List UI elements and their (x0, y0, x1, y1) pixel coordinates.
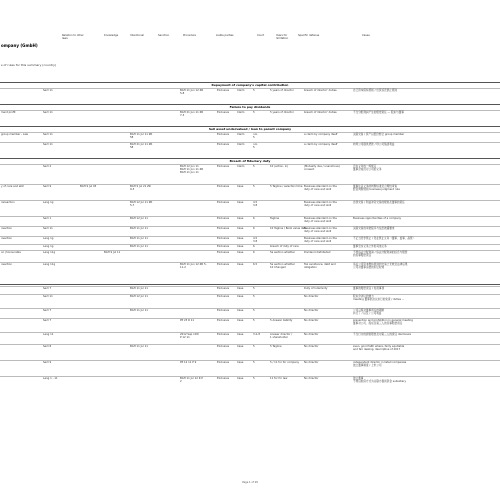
table-cell: Exclusive (217, 245, 230, 248)
table-cell: Sect 11 (43, 133, 53, 136)
table-cell: 6 (253, 245, 255, 248)
row-divider (0, 318, 500, 319)
table-cell: BGH 21 Jun 11 ZR 7-3 (180, 111, 204, 117)
row-divider (0, 216, 500, 217)
table-cell: 董事的赔偿责任 / 免责事项 (353, 287, 385, 290)
section-title: Sell asset undervalued / loan to parent company (208, 127, 292, 131)
table-cell: 5 (253, 361, 255, 364)
table-cell: Case (237, 309, 244, 312)
table-cell: 4.5 3.8 (253, 237, 258, 243)
table-cell: independent director in listed companies 独立董事制度 / 上市公司 (353, 361, 407, 367)
row-divider (0, 200, 500, 201)
table-cell: Claim (237, 133, 245, 136)
table-cell: Sect 7 (43, 309, 52, 312)
table-cell: Exclusive (217, 133, 230, 136)
table-cell: Sect 1 (43, 217, 52, 220)
row-divider (0, 308, 500, 309)
row-divider (0, 164, 500, 165)
column-header: Procedure (183, 34, 197, 37)
table-cell: Lang 11 (43, 333, 54, 336)
row-divider (0, 294, 500, 295)
table-cell: Claim (237, 143, 245, 146)
section-title: Failure to pay dividends (229, 105, 271, 109)
table-cell: 关联交易的审批程序与信息披露要求 (353, 227, 395, 230)
table-cell: Sect 8 (43, 345, 52, 348)
table-cell: 董事注意义务的判断标准及合理性审查 经营判断规则 business judgment rule (353, 185, 400, 191)
table-cell: Case (237, 287, 244, 290)
table-cell: PP 12 11 P 9 (180, 361, 197, 364)
table-cell: Exclusive (217, 251, 230, 254)
table-cell: nsaction (1, 237, 12, 240)
table-cell: 5 (253, 89, 255, 92)
table-cell: Case (237, 345, 244, 348)
table-cell: Claim (237, 89, 245, 92)
table-cell: Exclusive (217, 165, 230, 168)
table-cell: BGH 11 Jul 12 R P 2 (180, 377, 203, 383)
table-cell: 违反公司资本维持原则的交易之无效及法律后果 公司对董事追偿的诉讼时效 (353, 263, 408, 269)
table-cell: Claim (237, 165, 245, 168)
column-header: Years for limitation (276, 34, 289, 41)
table-cell: BGH 12 Jul 11 (130, 217, 148, 220)
table-cell: Case (237, 201, 244, 204)
table-cell: Exclusive (217, 309, 230, 312)
section-divider (0, 284, 500, 285)
table-cell: Exclusive (217, 89, 230, 92)
page-footer: Page 1 of 28 (242, 481, 258, 484)
table-cell: Sect 7 (43, 319, 52, 322)
table-cell: Lang 11g (43, 251, 56, 254)
table-cell: (Mutually due / unanimous) consent (304, 165, 340, 171)
table-cell: group member - Law (1, 133, 29, 136)
table-cell: Exclusive (217, 333, 230, 336)
table-cell: prevention and prohibition in general meeting 董事对公司、股东及第三人的民事赔偿责任 (353, 319, 413, 325)
table-cell: Business standard on the duty of care and skill (304, 201, 337, 207)
table-cell: Tax avoidance, debt and obligation (304, 263, 336, 269)
table-cell: 10 (action, in) (270, 165, 289, 168)
row-divider (0, 344, 500, 345)
table-cell: Sect 11 (43, 111, 53, 114)
row-divider (0, 250, 500, 251)
column-header: Sanction (158, 34, 170, 37)
table-cell: Exclusive (217, 319, 230, 322)
table-cell: 5a section whether (270, 251, 295, 254)
column-header: Knowledge (104, 34, 119, 37)
table-cell: Case (237, 319, 244, 322)
table-cell: 5a section whether 10 Changed (270, 263, 295, 269)
table-cell: Exclusive (217, 143, 230, 146)
column-header: Intentional (130, 34, 144, 37)
table-cell: Exclusive (217, 295, 230, 298)
table-cell: BGH 9 Jul 93 (80, 185, 97, 188)
table-cell: a claim by company itself (304, 143, 338, 146)
table-cell: Case (237, 295, 244, 298)
table-cell: 2012 Sep 11th P 12 11 (180, 333, 200, 339)
table-cell: 6.5 (253, 263, 258, 266)
table-cell: 5 Answer liability (270, 319, 293, 322)
table-cell: 向母公司提供贷款 / 母公司集团利益 (353, 143, 395, 146)
table-cell: BGH 9 Jul 11 (104, 251, 121, 254)
table-cell: 5 Tagline (270, 345, 282, 348)
table-cell: 5 (253, 295, 255, 298)
table-cell: Exclusive (217, 263, 230, 266)
table-cell: 不当行为的损害赔偿及对第三人的责任 disclosure (353, 333, 411, 336)
table-cell: Business standard on the duty of care and skill (304, 217, 337, 223)
table-cell: 4.5 3.8 (253, 201, 258, 207)
table-cell: y of care and skill (1, 185, 24, 188)
table-cell: Sect 11 (43, 89, 53, 92)
table-cell: Sect 11 (43, 227, 53, 230)
table-cell: 6 (253, 217, 255, 220)
table-cell: Exclusive (217, 201, 230, 204)
table-cell: Sect 11 (43, 295, 53, 298)
table-cell: BGH 11 Jul 11 (130, 345, 148, 348)
table-cell: n.b. 5 (253, 133, 258, 139)
table-cell: Exclusive (217, 111, 230, 114)
table-cell: Case (237, 263, 244, 266)
table-cell: Lang 11g (43, 263, 56, 266)
table-cell: breach of director' duties (304, 89, 337, 92)
table-cell: on (honourable (1, 251, 21, 254)
row-divider (0, 360, 500, 361)
table-cell: breach of director' duties (304, 111, 337, 114)
column-header: Specific defense (298, 34, 320, 37)
table-cell: 5 years of director (270, 89, 294, 92)
row-divider (0, 88, 500, 89)
table-cell: BGH 11 Jul 11 (130, 237, 148, 240)
table-cell: Lang 1g (43, 201, 54, 204)
table-cell: Business standard on the duty of care and skill (304, 227, 337, 233)
table-cell: Exclusive (217, 217, 230, 220)
table-cell: 5 (253, 377, 255, 380)
table-cell: No director (304, 361, 319, 364)
table-cell: 独立董事 不得以担保方式为关联方提供资金 subsidiary (353, 377, 407, 383)
table-cell: 自我交易 / 利益冲突交易的规则及董事的责任 (353, 201, 405, 204)
table-cell: BGH 11 Jun 12 ZR 5-8 (180, 89, 204, 95)
table-cell: Sect 11 (43, 143, 53, 146)
table-cell: BGH 12 Jul 11 (130, 295, 148, 298)
table-cell: Case (237, 361, 244, 364)
table-cell: No director (304, 377, 319, 380)
table-cell: BGH 21 Jul 11 ZR 58 (130, 143, 153, 149)
table-cell: 5 (253, 319, 255, 322)
table-cell: Tagline (270, 217, 280, 220)
table-cell: No director (304, 345, 319, 348)
table-cell: Sect 9 (43, 361, 52, 364)
table-cell: Case (237, 245, 244, 248)
table-cell: BGH 11 Jul 11 ZR 58 (130, 133, 153, 139)
table-cell: Lang 1 - 11 (43, 377, 58, 380)
table-cell: BGH 9 Jul 21 ZR 9-3 (130, 185, 151, 191)
table-cell: No director (304, 295, 319, 298)
column-header: Cases (362, 34, 370, 37)
row-divider (0, 332, 500, 333)
row-divider (0, 132, 500, 133)
table-cell: 5 years of director (270, 111, 294, 114)
table-cell: Sect 9 (43, 185, 52, 188)
table-cell: ment profit (1, 111, 16, 114)
table-cell: No director (304, 319, 319, 322)
table-cell: even, good faith where, fairly equitable and fair dealing, descriptive of 2017 (353, 345, 405, 351)
table-cell: breach of duty of care (270, 245, 299, 248)
table-cell: BGH 11 Jun 12 ZR 5- 11-2 (180, 263, 207, 269)
table-cell: Sect 7 (43, 287, 52, 290)
table-cell: 不正当竞争禁止 / 竞业禁止义务（董事、监事、高管） (353, 237, 416, 240)
table-cell: 5 (253, 309, 255, 312)
table-cell: Exclusive (217, 361, 230, 364)
table-cell: Business standard on the duty of care and skill (304, 185, 337, 191)
table-cell: No director (304, 333, 319, 336)
table-cell: 股东会决议的效力 meeting 董事依决议执行的免责 / duties ... (353, 295, 405, 301)
table-cell: 5 (253, 345, 255, 348)
table-cell: n.b. 5 (253, 143, 258, 149)
table-cell: ransaction (1, 201, 15, 204)
table-cell: 5 (253, 185, 255, 188)
table-cell: Case (237, 227, 244, 230)
table-cell: No director (304, 309, 319, 312)
table-cell: 不得违法分配利润 / 违法分配利润的返还与赔偿 的民事赔偿责任 (353, 251, 408, 257)
table-cell: 5 (253, 287, 255, 290)
table-cell: 关联交易 / 资产以低价转让 group member (353, 133, 405, 136)
table-cell: Exclusive (217, 237, 230, 240)
table-cell: 6 (253, 251, 255, 254)
table-cell: Sect 2 (43, 165, 52, 168)
row-divider (0, 236, 500, 237)
section-title: Repayment of company's capital contribution (211, 83, 289, 87)
row-divider (0, 244, 500, 245)
table-cell: 6 (253, 227, 255, 230)
table-cell: BGH 12 Jul 11 ZR 5-7 (130, 201, 153, 207)
table-cell: nsaction (1, 263, 12, 266)
table-cell: Exclusive (217, 185, 230, 188)
table-cell: Exclusive (217, 227, 230, 230)
table-cell: PP 23 R 11 (180, 319, 195, 322)
table-cell: BGH 11 Jul 11 (130, 245, 148, 248)
table-cell: Duty of Indemnity (304, 287, 328, 290)
row-divider (0, 142, 500, 143)
table-cell: BGH 12 Jun 11 BGH 11 Jun 11 ZR BGH 11 Jun 11 (180, 165, 204, 174)
table-cell: Lang 1g (43, 245, 54, 248)
table-cell: 5 / 11 for for company (270, 361, 300, 364)
table-cell: Lang 1g (43, 237, 54, 240)
table-cell: Business standard on the duty of care and skill (304, 237, 337, 243)
table-cell: nsaction (1, 227, 12, 230)
table-cell: 5 Tagline / selection time (270, 185, 303, 188)
table-cell: 忠实义务的一般规定 董事会成员对公司的义务 (353, 165, 382, 171)
table-cell: Case (237, 251, 244, 254)
table-cell: Exclusive (217, 345, 230, 348)
row-divider (0, 110, 500, 111)
table-cell: Business opportunities of a company (353, 217, 402, 220)
table-cell: Answer director / 1 shareholder (270, 333, 293, 339)
table-cell: Exclusive (217, 287, 230, 290)
table-cell: a claim by company itself (304, 133, 338, 136)
table-cell: 3 & 8 (253, 333, 260, 336)
row-divider (0, 226, 500, 227)
table-cell: Case (237, 333, 244, 336)
table-cell: Case (237, 377, 244, 380)
table-cell: Case (237, 237, 244, 240)
section-title: Breach of fiduciary duty (229, 159, 271, 163)
table-cell: 11 for for law (270, 377, 288, 380)
table-cell: Case (237, 217, 244, 220)
table-cell: BGH 11 Jul 11 (130, 309, 148, 312)
row-divider (0, 376, 500, 377)
table-cell: BGH 11 Jul 11 (130, 287, 148, 290)
column-header: Relation to other laws (62, 34, 84, 41)
row-divider (0, 184, 500, 185)
table-cell: 自己资本保持原则 / 出资返还禁止原则 (353, 89, 398, 92)
sheet-title: ompany (GmbH) (1, 43, 38, 48)
column-header: Court (257, 34, 265, 37)
table-cell: Claim (237, 111, 245, 114)
table-cell: 5 (253, 165, 255, 168)
column-header: Liable parties (216, 34, 234, 37)
table-cell: 5 (253, 111, 255, 114)
sheet-subtitle: s of rules for this summary (country) (1, 63, 57, 67)
row-divider (0, 262, 500, 263)
table-cell: Dividend distributed (304, 251, 331, 254)
table-cell: BGH 11 Jul 11 (130, 227, 148, 230)
table-cell: 董事忠实义务之外的其他义务 (353, 245, 387, 248)
table-cell: Case (237, 185, 244, 188)
table-cell: 10 Tagline / Book value date (270, 227, 307, 230)
table-cell: 不当分配利润产生的赔偿责任 — 股东与董事 (353, 111, 404, 114)
row-divider (0, 286, 500, 287)
table-cell: 公司章程对董事责任的限制 执行了 / 以及 / 公司利益 (353, 309, 385, 315)
table-cell: Exclusive (217, 377, 230, 380)
